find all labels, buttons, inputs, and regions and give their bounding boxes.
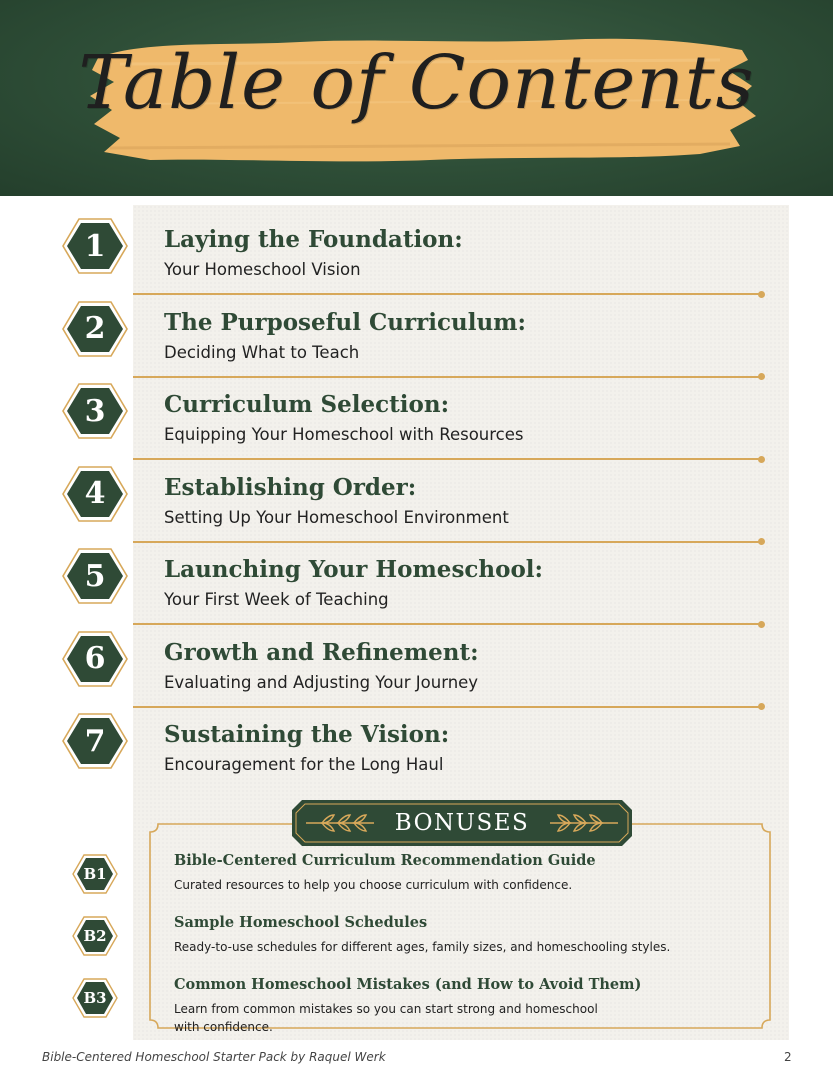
chapter-title: Laying the Foundation: xyxy=(164,226,463,253)
chapter-title: Launching Your Homeschool: xyxy=(164,556,544,583)
chapter-item[interactable] xyxy=(0,297,833,379)
chapter-title: Growth and Refinement: xyxy=(164,638,479,666)
chapter-number-hexagon-icon xyxy=(62,301,128,357)
chapter-subtitle: Setting Up Your Homeschool Environment xyxy=(164,507,509,527)
bonus-number: B2 xyxy=(83,927,107,945)
page-number: 2 xyxy=(784,1050,792,1064)
bonus-number: B1 xyxy=(83,865,107,883)
chapter-divider xyxy=(133,293,761,295)
bonus-number-hexagon-icon xyxy=(72,978,118,1018)
bonus-title[interactable]: Common Homeschool Mistakes (and How to Avoid Them) xyxy=(174,976,642,993)
chapter-divider xyxy=(133,706,761,708)
bonus-title[interactable]: Sample Homeschool Schedules xyxy=(174,914,428,931)
chapter-number-hexagon-icon xyxy=(62,548,128,604)
chapter-divider xyxy=(133,623,761,625)
chapter-subtitle: Equipping Your Homeschool with Resources xyxy=(164,425,524,444)
chapter-subtitle: Encouragement for the Long Haul xyxy=(164,755,444,774)
chapter-item[interactable] xyxy=(0,544,833,626)
chapter-number: 4 xyxy=(84,476,106,511)
chapter-number: 7 xyxy=(84,723,106,759)
bonus-number-hexagon-icon xyxy=(72,916,118,956)
bonus-description: Ready-to-use schedules for different ages, family sizes, and homeschooling styles. xyxy=(174,940,671,954)
chapter-number-hexagon-icon xyxy=(62,713,128,769)
chapter-item[interactable] xyxy=(0,462,833,544)
chapter-item[interactable] xyxy=(0,709,833,791)
footer-credit: Bible-Centered Homeschool Starter Pack by Raquel Werk xyxy=(42,1050,386,1064)
chapter-divider xyxy=(133,376,761,378)
chapter-number: 1 xyxy=(84,228,106,264)
chapter-number-hexagon-icon xyxy=(62,383,128,439)
chapter-divider xyxy=(133,541,761,543)
page-title: Table of Contents xyxy=(78,40,755,126)
bonuses-label: BONUSES xyxy=(394,810,530,836)
chapter-subtitle: Evaluating and Adjusting Your Journey xyxy=(164,672,479,692)
chapter-title: Establishing Order: xyxy=(164,473,417,501)
header-banner xyxy=(0,0,833,196)
chapter-title: The Purposeful Curriculum: xyxy=(164,308,526,336)
chapter-subtitle: Deciding What to Teach xyxy=(164,342,360,362)
chapter-title: Sustaining the Vision: xyxy=(164,721,450,748)
chapter-number: 5 xyxy=(84,558,106,594)
chapter-subtitle: Your Homeschool Vision xyxy=(164,260,361,279)
bonus-number: B3 xyxy=(83,989,107,1007)
chapter-number-hexagon-icon xyxy=(62,466,128,522)
bonus-description: Learn from common mistakes so you can start strong and homeschool with confidence. xyxy=(174,1002,598,1034)
bonus-number-hexagon-icon xyxy=(72,854,118,894)
chapter-number: 3 xyxy=(84,393,106,429)
chapter-number-hexagon-icon xyxy=(62,218,128,274)
chapter-number: 2 xyxy=(84,311,106,346)
chapter-item[interactable] xyxy=(0,627,833,709)
chapter-number-hexagon-icon xyxy=(62,631,128,687)
chapter-divider xyxy=(133,458,761,460)
chapter-number: 6 xyxy=(84,641,106,676)
chapter-item[interactable] xyxy=(0,214,833,296)
chapter-subtitle: Your First Week of Teaching xyxy=(164,590,389,609)
bonus-title[interactable]: Bible-Centered Curriculum Recommendation Guide xyxy=(174,852,596,869)
bonuses-banner xyxy=(292,800,632,846)
chapter-item[interactable] xyxy=(0,379,833,461)
bonus-description: Curated resources to help you choose curriculum with confidence. xyxy=(174,878,573,892)
chapter-title: Curriculum Selection: xyxy=(164,391,450,418)
